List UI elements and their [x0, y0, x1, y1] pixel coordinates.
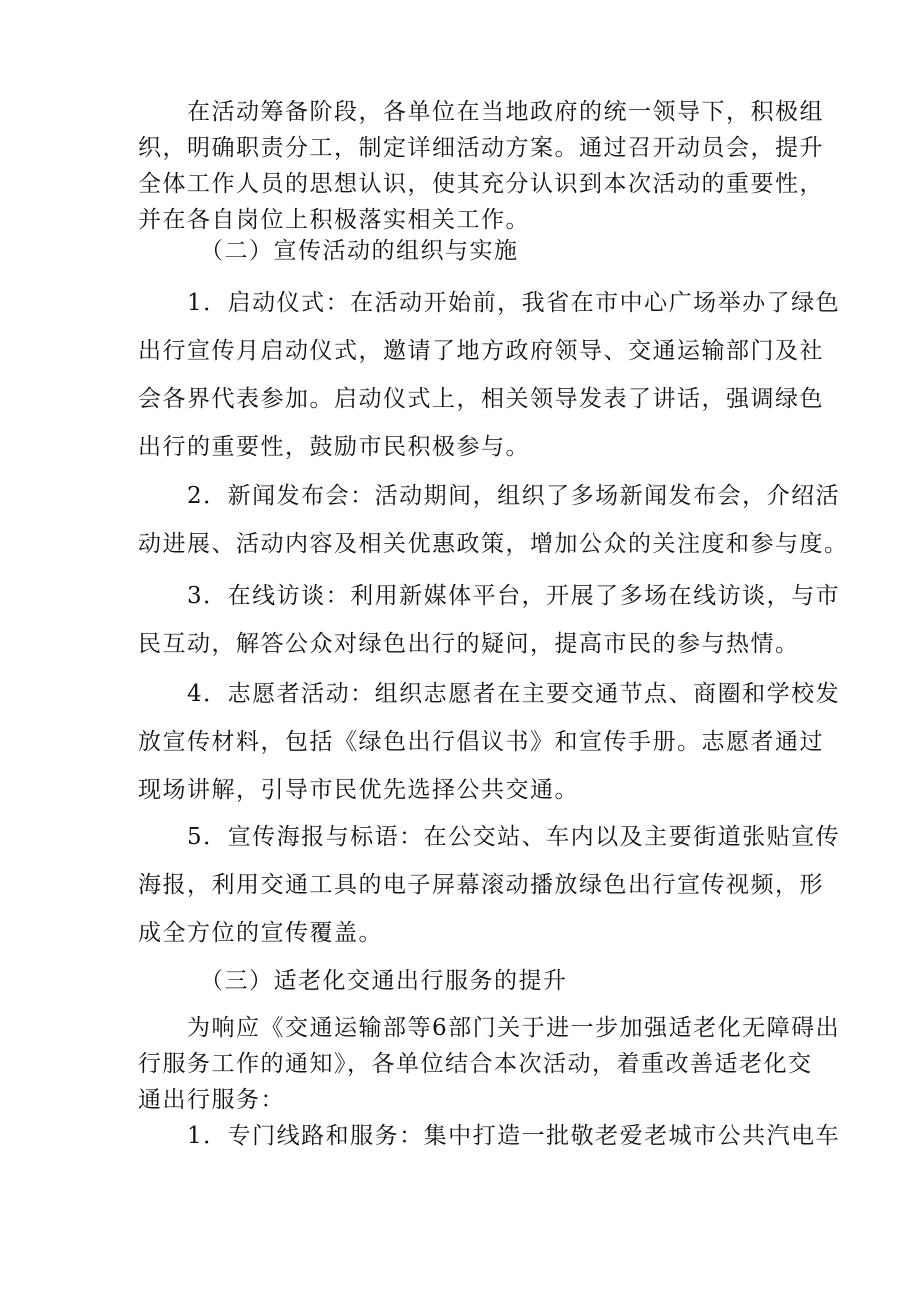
text-line: 1．专门线路和服务：集中打造一批敬老爱老城市公共汽电车: [138, 1123, 841, 1149]
section-heading-elderly-service: [138, 962, 798, 1000]
text-line: 为响应《交通运输部等6部门关于进一步加强适老化无障碍出: [138, 1015, 841, 1041]
text-line: 动进展、活动内容及相关优惠政策，增加公众的关注度和参与度。: [138, 531, 849, 557]
text-line: 海报，利用交通工具的电子屏幕滚动播放绿色出行宣传视频，形: [138, 872, 824, 898]
paragraph-preparation: [138, 94, 824, 238]
text-line: 1．启动仪式：在活动开始前，我省在市中心广场举办了绿色: [138, 290, 841, 316]
paragraph-dedicated-routes: [138, 1117, 841, 1155]
text-line: 行服务工作的通知》，各单位结合本次活动，着重改善适老化交: [138, 1051, 813, 1077]
paragraph-press-conference: [138, 472, 849, 568]
text-line: 放宣传材料，包括《绿色出行倡议书》和宣传手册。志愿者通过: [138, 729, 824, 755]
paragraph-launch-ceremony: [138, 279, 841, 471]
text-line: 并在各自岗位上积极落实相关工作。: [138, 207, 530, 233]
text-line: 织，明确职责分工，制定详细活动方案。通过召开动员会，提升: [138, 135, 824, 161]
text-line: 出行宣传月启动仪式，邀请了地方政府领导、交通运输部门及社: [138, 338, 824, 364]
text-line: 2．新闻发布会：活动期间，组织了多场新闻发布会，介绍活: [138, 483, 841, 509]
text-line: 现场讲解，引导市民优先选择公共交通。: [138, 777, 579, 803]
text-line: 民互动，解答公众对绿色出行的疑问，提高市民的参与热情。: [138, 631, 800, 657]
paragraph-volunteer-activity: [138, 670, 841, 814]
heading-text: （三）适老化交通出行服务的提升: [138, 968, 568, 994]
text-line: 会各界代表参加。启动仪式上，相关领导发表了讲话，强调绿色: [138, 386, 824, 412]
text-line: 在活动筹备阶段，各单位在当地政府的统一领导下，积极组: [138, 99, 824, 125]
text-line: 成全方位的宣传覆盖。: [138, 920, 383, 946]
text-line: 5．宣传海报与标语：在公交站、车内以及主要街道张贴宣传: [138, 824, 841, 850]
section-heading-publicity: [138, 232, 798, 270]
text-line: 3．在线访谈：利用新媒体平台，开展了多场在线访谈，与市: [138, 583, 841, 609]
paragraph-policy-response: [138, 1010, 841, 1118]
paragraph-posters-slogans: [138, 813, 841, 957]
paragraph-online-interview: [138, 572, 841, 668]
text-line: 通出行服务：: [138, 1087, 285, 1113]
text-line: 全体工作人员的思想认识，使其充分认识到本次活动的重要性，: [138, 171, 824, 197]
text-line: 出行的重要性，鼓励市民积极参与。: [138, 434, 530, 460]
text-line: 4．志愿者活动：组织志愿者在主要交通节点、商圈和学校发: [138, 681, 841, 707]
heading-text: （二）宣传活动的组织与实施: [138, 238, 519, 264]
